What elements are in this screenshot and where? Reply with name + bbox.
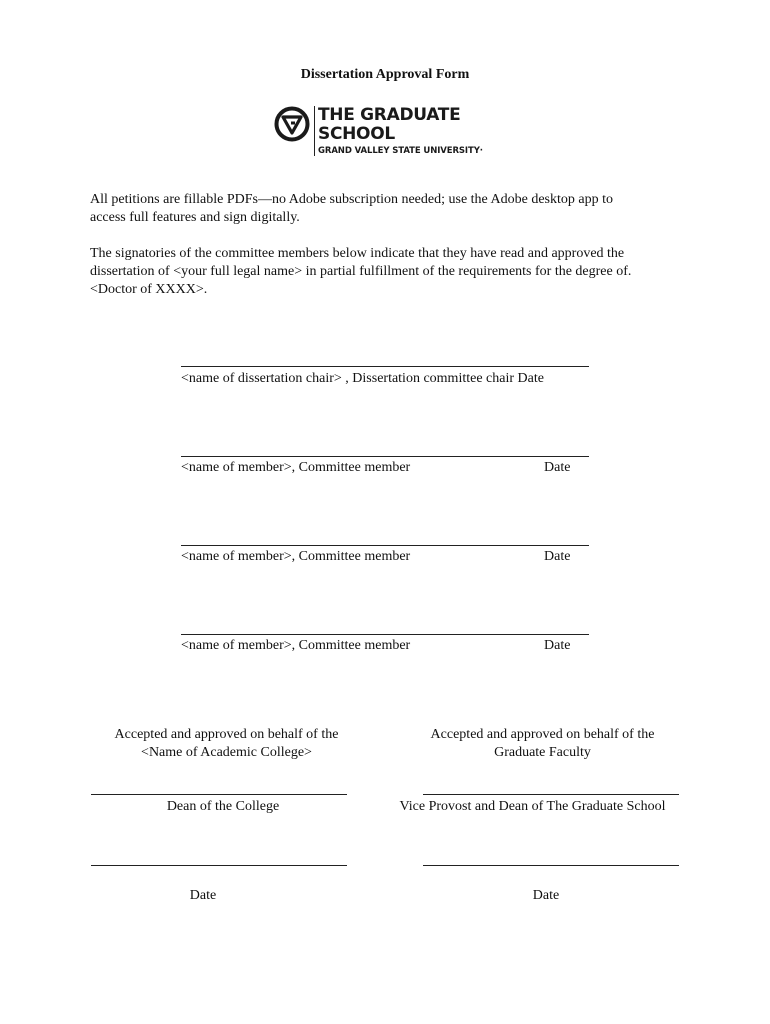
intro-paragraph (90, 191, 690, 227)
graduate-accept-text (410, 726, 675, 762)
form-title: Dissertation Approval Form (300, 67, 470, 82)
logo-divider (314, 106, 315, 156)
chair-signature-label: <name of dissertation chair> , Dissertation committee chair Date (181, 371, 544, 386)
member3-signature-line[interactable] (181, 634, 589, 635)
dean-college-label: Dean of the College (166, 799, 280, 814)
vice-provost-label: Vice Provost and Dean of The Graduate School (399, 799, 666, 814)
logo-text-line3: GRAND VALLEY STATE UNIVERSITY· (318, 146, 483, 156)
member2-signature-label: <name of member>, Committee member (181, 549, 411, 564)
intro-line: access full features and sign digitally. (90, 210, 300, 225)
member1-date-label: Date (544, 460, 571, 475)
college-accept-text (90, 726, 363, 762)
member1-signature-label: <name of member>, Committee member (181, 460, 411, 475)
dean-college-date-line[interactable] (91, 865, 347, 866)
graduate-accept-line: Accepted and approved on behalf of the (430, 727, 655, 742)
college-accept-line: Accepted and approved on behalf of the (114, 727, 339, 742)
vice-provost-date-label: Date (532, 888, 560, 903)
member2-signature-line[interactable] (181, 545, 589, 546)
college-name: <Name of Academic College> (141, 745, 312, 760)
statement-line: dissertation of <your full legal name> in partial fulfillment of the requirements for the degree of. (90, 264, 632, 279)
statement-line: <Doctor of XXXX>. (90, 282, 208, 297)
vice-provost-date-line[interactable] (423, 865, 679, 866)
statement-line: The signatories of the committee members below indicate that they have read and approved the (90, 246, 625, 261)
statement-paragraph (90, 245, 690, 299)
member3-date-label: Date (544, 638, 571, 653)
dean-college-signature-line[interactable] (91, 794, 347, 795)
member2-date-label: Date (544, 549, 571, 564)
graduate-school-logo (274, 104, 499, 160)
member1-signature-line[interactable] (181, 456, 589, 457)
vice-provost-signature-line[interactable] (423, 794, 679, 795)
logo-text-line2: SCHOOL (318, 124, 395, 144)
gvsu-logo-icon (274, 106, 310, 142)
member3-signature-label: <name of member>, Committee member (181, 638, 411, 653)
dean-college-date-label: Date (189, 888, 217, 903)
logo-text-line1: THE GRADUATE (318, 105, 461, 125)
chair-signature-line[interactable] (181, 366, 589, 367)
intro-line: All petitions are fillable PDFs—no Adobe subscription needed; use the Adobe desktop app to (90, 192, 613, 207)
graduate-faculty: Graduate Faculty (494, 745, 591, 760)
